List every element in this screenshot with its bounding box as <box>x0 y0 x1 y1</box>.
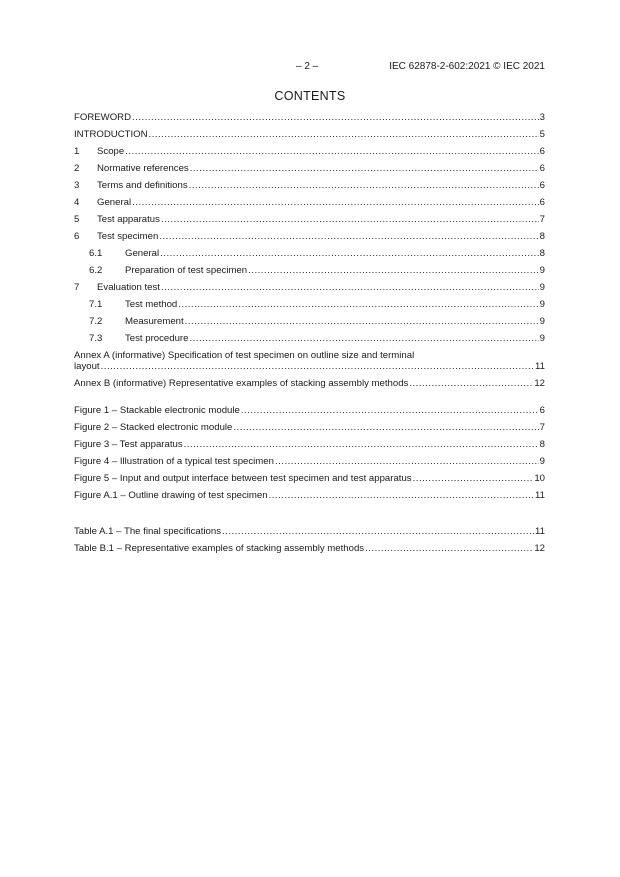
toc-entry-page: 5 <box>539 129 545 140</box>
toc-entry-page: 6 <box>539 163 545 174</box>
toc-entry-page: 3 <box>539 112 545 123</box>
toc-entry-test-specimen[interactable] <box>74 231 545 248</box>
toc-entry-number: 7 <box>74 282 80 293</box>
toc-entry-title: Preparation of test specimen <box>125 265 248 276</box>
toc-entry-number: 3 <box>74 180 80 191</box>
figure-entry[interactable] <box>74 473 545 490</box>
toc-entry-number: 4 <box>74 197 80 208</box>
toc-entry-annex-a[interactable] <box>74 350 545 378</box>
figure-entry-page: 8 <box>539 439 545 450</box>
toc-entry-6-2-preparation[interactable] <box>74 265 545 282</box>
figure-list <box>74 405 545 507</box>
toc-entry-title: Test method <box>125 299 178 310</box>
page-title: CONTENTS <box>274 89 346 103</box>
table-entry[interactable] <box>74 543 545 560</box>
toc-entry-title: General <box>125 248 160 259</box>
toc-entry-general[interactable] <box>74 197 545 214</box>
figure-entry-page: 9 <box>539 456 545 467</box>
toc-entry-page: 9 <box>539 333 545 344</box>
toc-entry-number: 7.3 <box>89 333 103 344</box>
figure-entry-title: Figure A.1 – Outline drawing of test specimen <box>74 490 268 501</box>
toc-entry-title: FOREWORD <box>74 112 132 123</box>
toc-entry-page: 12 <box>534 378 545 389</box>
toc-entry-title: Terms and definitions <box>97 180 188 191</box>
toc-entry-7-3-test-procedure[interactable] <box>74 333 545 350</box>
toc-entry-number: 7.1 <box>89 299 103 310</box>
table-entry-title: Table A.1 – The final specifications <box>74 526 222 537</box>
toc-entry-title: Annex B (informative) Representative examples of stacking assembly methods <box>74 378 409 389</box>
toc-entry-page: 8 <box>539 231 545 242</box>
figure-entry-page: 7 <box>539 422 545 433</box>
figure-entry[interactable] <box>74 490 545 507</box>
toc-entry-page: 9 <box>539 316 545 327</box>
toc-entry-normative-references[interactable] <box>74 163 545 180</box>
toc-entry-number: 6 <box>74 231 80 242</box>
page-number: – 2 – <box>296 61 319 72</box>
toc-entry-title: Scope <box>97 146 125 157</box>
toc-entry-title: Measurement <box>125 316 184 327</box>
figure-entry-page: 10 <box>534 473 545 484</box>
toc-entry-page: 6 <box>539 197 545 208</box>
table-entry[interactable] <box>74 526 545 543</box>
figure-entry-title: Figure 5 – Input and output interface between test specimen and test apparatus <box>74 473 412 484</box>
page-header <box>0 61 620 75</box>
table-entry-title: Table B.1 – Representative examples of stacking assembly methods <box>74 543 365 554</box>
toc-entry-page: 6 <box>539 180 545 191</box>
figure-entry[interactable] <box>74 405 545 422</box>
toc-entry-title: General <box>97 197 132 208</box>
toc-entry-title: INTRODUCTION <box>74 129 148 140</box>
toc-entry-number: 1 <box>74 146 80 157</box>
toc-entry-number: 2 <box>74 163 80 174</box>
toc-entry-scope[interactable] <box>74 146 545 163</box>
toc-entry-number: 6.1 <box>89 248 103 259</box>
figure-entry-page: 6 <box>539 405 545 416</box>
toc-entry-test-apparatus[interactable] <box>74 214 545 231</box>
toc-entry-number: 7.2 <box>89 316 103 327</box>
table-list <box>74 526 545 560</box>
toc-entry-title: Test procedure <box>125 333 189 344</box>
toc-entry-page: 7 <box>539 214 545 225</box>
toc-entry-number: 6.2 <box>89 265 103 276</box>
toc-entry-title: Evaluation test <box>97 282 160 293</box>
toc-entry-title: Normative references <box>97 163 189 174</box>
toc-entry-6-1-general[interactable] <box>74 248 545 265</box>
figure-entry[interactable] <box>74 439 545 456</box>
toc-entry-evaluation-test[interactable] <box>74 282 545 299</box>
toc-entry-page: 9 <box>539 282 545 293</box>
toc-entry-title: Annex A (informative) Specification of test specimen on outline size and terminal <box>74 350 415 361</box>
toc-entry-number: 5 <box>74 214 80 225</box>
toc-entry-page: 9 <box>539 265 545 276</box>
toc-entry-title: Test specimen <box>97 231 159 242</box>
toc-entry-title: Test apparatus <box>97 214 160 225</box>
toc-entry-7-2-measurement[interactable] <box>74 316 545 333</box>
toc-entry-title-continued: layout <box>74 361 100 372</box>
table-entry-page: 11 <box>535 526 545 537</box>
toc-entry-page: 6 <box>539 146 545 157</box>
toc-entry-foreword[interactable] <box>74 112 545 129</box>
toc-list <box>74 112 545 395</box>
figure-entry-title: Figure 2 – Stacked electronic module <box>74 422 233 433</box>
figure-entry-page: 11 <box>535 490 545 501</box>
table-entry-page: 12 <box>534 543 545 554</box>
figure-entry[interactable] <box>74 456 545 473</box>
toc-entry-page: 9 <box>539 299 545 310</box>
document-reference: IEC 62878-2-602:2021 © IEC 2021 <box>389 61 545 72</box>
figure-entry-title: Figure 4 – Illustration of a typical test specimen <box>74 456 274 467</box>
toc-entry-7-1-test-method[interactable] <box>74 299 545 316</box>
toc-entry-page: 11 <box>535 361 545 372</box>
toc-entry-terms-definitions[interactable] <box>74 180 545 197</box>
toc-entry-annex-b[interactable] <box>74 378 545 395</box>
figure-entry[interactable] <box>74 422 545 439</box>
toc-entry-page: 8 <box>539 248 545 259</box>
toc-entry-introduction[interactable] <box>74 129 545 146</box>
figure-entry-title: Figure 1 – Stackable electronic module <box>74 405 240 416</box>
figure-entry-title: Figure 3 – Test apparatus <box>74 439 183 450</box>
